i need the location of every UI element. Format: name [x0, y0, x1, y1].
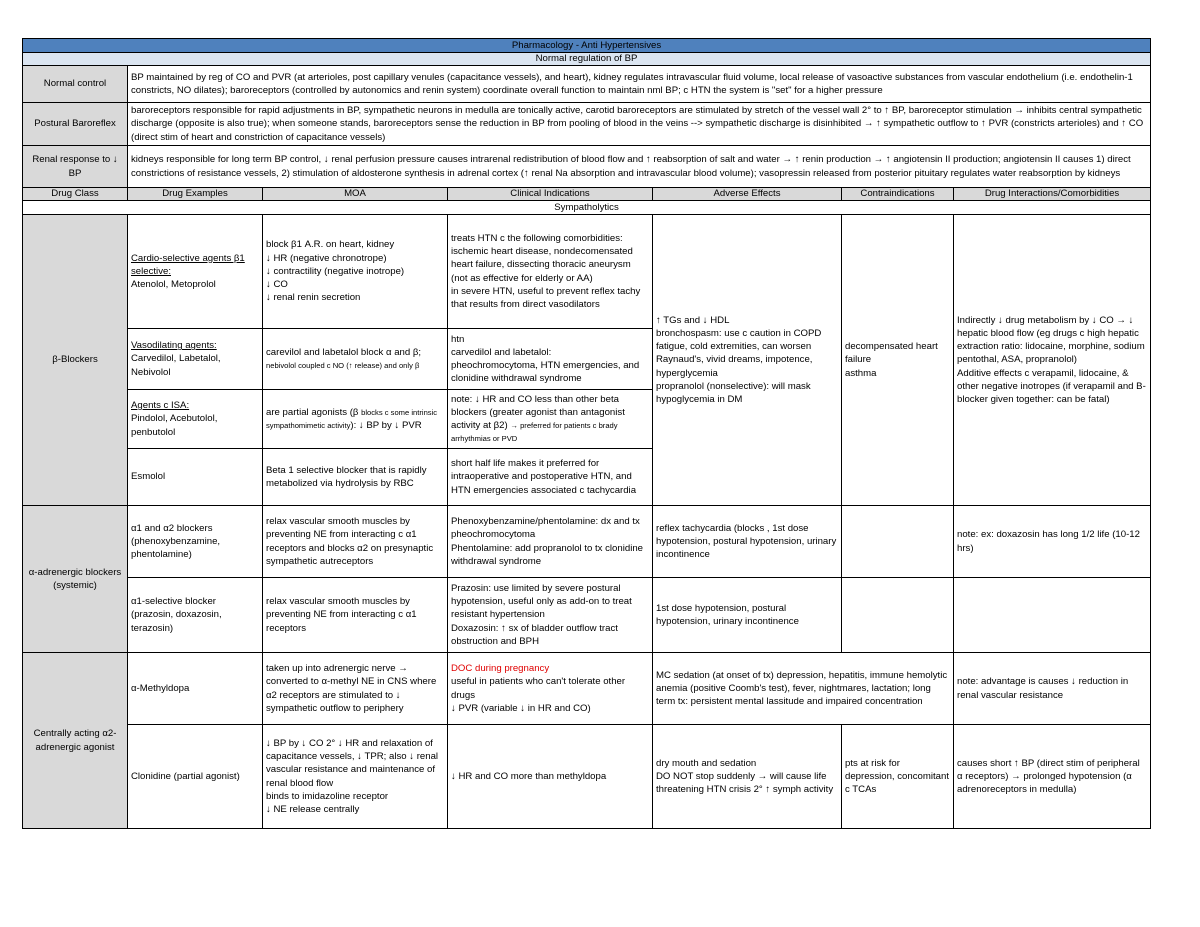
drug-examples-cell [128, 215, 263, 329]
moa-cell: block β1 A.R. on heart, kidney ↓ HR (negative chronotrope) ↓ contractility (negative inotrope) ↓ CO ↓ renal renin secretion [263, 215, 448, 329]
column-header-adverse-effects: Adverse Effects [653, 188, 842, 201]
indications-cell [448, 390, 653, 449]
column-header-drug-class: Drug Class [23, 188, 128, 201]
interactions-cell [954, 578, 1151, 653]
drug-examples-names: Esmolol [131, 471, 166, 483]
contraindications-cell: pts at risk for depression, concomitant c TCAs [842, 725, 954, 829]
normal-control-label: Normal control [23, 66, 128, 103]
column-header-contraindications: Contraindications [842, 188, 954, 201]
column-header-clinical-indications: Clinical Indications [448, 188, 653, 201]
postural-baroreflex-label: Postural Baroreflex [23, 103, 128, 146]
sheet-title: Pharmacology - Anti Hypertensives [23, 39, 1151, 53]
indications-highlight: DOC during pregnancy [451, 663, 550, 675]
drug-examples-cell: Clonidine (partial agonist) [128, 725, 263, 829]
drug-examples-cell [128, 390, 263, 449]
drug-examples-cell [128, 329, 263, 390]
indications-text: useful in patients who can't tolerate other drugs ↓ PVR (variable ↓ in HR and CO) [451, 676, 626, 714]
normal-control-text: BP maintained by reg of CO and PVR (at arterioles, post capillary venules (capacitance vessels), and heart), kidney regulates intravascular fluid volume, local release of vasoactive substances from vascular endothelium (i.e. endothelin-1 constricts, NO dilates); baroreceptors (controlled by autonomics and renin system) coordinate overall function to maintain nml BP; c HTN the system is "set" for a higher pressure [128, 66, 1151, 103]
moa-cell [263, 329, 448, 390]
beta-blockers-class: β-Blockers [23, 215, 128, 506]
column-header-drug-interactions: Drug Interactions/Comorbidities [954, 188, 1151, 201]
indications-note: → preferred for patients c brady arrhythmias or PVD [451, 421, 618, 444]
drug-examples-cell: α-Methyldopa [128, 653, 263, 725]
beta-drug-interactions: Indirectly ↓ drug metabolism by ↓ CO → ↓ hepatic blood flow (eg drugs c high hepatic extraction ratio: lidocaine, morphine, sodium pentothal, ASA, propranolol) Additive effects c verapamil, lidocaine, & other negative inotropes (if verapamil and B-blocker given together: can be fatal) [954, 215, 1151, 506]
contraindications-cell [842, 506, 954, 578]
column-header-moa: MOA [263, 188, 448, 201]
drug-examples-names: Carvedilol, Labetalol, Nebivolol [131, 353, 221, 378]
moa-cell: relax vascular smooth muscles by preventing NE from interacting c α1 receptors and blocks α2 on presynaptic sympathetic autreceptors [263, 506, 448, 578]
indications-cell: short half life makes it preferred for intraoperative and postoperative HTN, and HTN emergencies associated c tachycardia [448, 449, 653, 506]
drug-examples-heading: Agents c ISA: [131, 400, 190, 412]
interactions-cell: note: ex: doxazosin has long 1/2 life (10-12 hrs) [954, 506, 1151, 578]
renal-response-text: kidneys responsible for long term BP control, ↓ renal perfusion pressure causes intrarenal redistribution of blood flow and ↑ reabsorption of salt and water → ↑ renin production → ↑ angiotensin II production; angiotensin II causes 1) direct constrictions of resistance vessels, 2) stimulation of aldosterone synthesis in adrenal cortex (↑ renal Na absorption and intravascular blood volume); vasopressin released from posterior pituitary regulates water reabsorption by kidneys [128, 146, 1151, 188]
moa-cell: relax vascular smooth muscles by preventing NE from interacting c α1 receptors [263, 578, 448, 653]
drug-examples-names: Pindolol, Acebutolol, penbutolol [131, 413, 218, 438]
section-sympatholytics: Sympatholytics [23, 201, 1151, 215]
drug-examples-heading: Cardio-selective agents β1 selective: [131, 252, 245, 277]
indications-cell: Phenoxybenzamine/phentolamine: dx and tx pheochromocytoma Phentolamine: add propranolol to tx clonidine withdrawal syndrome [448, 506, 653, 578]
indications-cell: ↓ HR and CO more than methyldopa [448, 725, 653, 829]
moa-note: blocks c some intrinsic sympathomimetic activity [266, 407, 438, 430]
indications-cell: htn carvedilol and labetalol: pheochromocytoma, HTN emergencies, and clonidine withdrawal syndrome [448, 329, 653, 390]
adverse-effects-cell: MC sedation (at onset of tx) depression, hepatitis, immune hemolytic anemia (positive Coomb's test), fever, nightmares, lactation; long term tx: persistent mental lassitude and impaired concentration [653, 653, 954, 725]
moa-text: are partial agonists (β [266, 406, 359, 418]
indications-cell [448, 653, 653, 725]
moa-text: carevilol and labetalol block α and β; [266, 346, 422, 358]
beta-adverse-effects: ↑ TGs and ↓ HDL bronchospasm: use c caution in COPD fatigue, cold extremities, can worsen Raynaud's, vivid dreams, impotence, hyperglycemia propranolol (nonselective): will mask hypoglycemia in DM [653, 215, 842, 506]
interactions-cell: note: advantage is causes ↓ reduction in renal vascular resistance [954, 653, 1151, 725]
contraindications-cell [842, 578, 954, 653]
drug-examples-heading: Vasodilating agents: [131, 340, 217, 352]
moa-cell: ↓ BP by ↓ CO 2° ↓ HR and relaxation of capacitance vessels, ↓ TPR; also ↓ renal vascular resistance and maintenance of renal blood flow binds to imidazoline receptor ↓ NE release centrally [263, 725, 448, 829]
drug-examples-names: Atenolol, Metoprolol [131, 279, 216, 291]
central-agonists-class: Centrally acting α2-adrenergic agonist [23, 653, 128, 829]
drug-examples-cell [128, 449, 263, 506]
moa-cell: Beta 1 selective blocker that is rapidly metabolized via hydrolysis by RBC [263, 449, 448, 506]
postural-baroreflex-text: baroreceptors responsible for rapid adjustments in BP, sympathetic neurons in medulla are tonically active, carotid baroreceptors are stimulated by stretch of the vessel wall 2° to ↑ BP, baroreceptor stimulation → inhibits central sympathetic discharge (opposite is also true); when someone stands, baroreceptors sense the reduction in BP from pooling of blood in the veins --> sympathetic discharge is disinhibited → ↑ sympathetic outflow to ↑ PVR (constricts arterioles) and ↑ CO (direct stim of heart and constriction of capacitance vessels) [128, 103, 1151, 146]
moa-note: nebivolol coupled c NO (↑ release) and only β [266, 361, 420, 370]
renal-response-label: Renal response to ↓ BP [23, 146, 128, 188]
beta-contraindications: decompensated heart failure asthma [842, 215, 954, 506]
indications-cell: treats HTN c the following comorbidities: ischemic heart disease, nondecomensated heart failure, dissecting thoracic aneurysm (not as effective for elderly or AA) in severe HTN, useful to prevent reflex tachy that results from direct vasodilators [448, 215, 653, 329]
adverse-effects-cell: dry mouth and sedation DO NOT stop suddenly → will cause life threatening HTN crisis 2° ↑ symph activity [653, 725, 842, 829]
moa-cell: taken up into adrenergic nerve → converted to α-methyl NE in CNS where α2 receptors are stimulated to ↓ sympathetic outflow to periphery [263, 653, 448, 725]
interactions-cell: causes short ↑ BP (direct stim of peripheral α receptors) → prolonged hypotension (α adrenoreceptors in medulla) [954, 725, 1151, 829]
moa-cell [263, 390, 448, 449]
alpha-blockers-class: α-adrenergic blockers (systemic) [23, 506, 128, 653]
adverse-effects-cell: 1st dose hypotension, postural hypotension, urinary incontinence [653, 578, 842, 653]
column-header-drug-examples: Drug Examples [128, 188, 263, 201]
adverse-effects-cell: reflex tachycardia (blocks , 1st dose hypotension, postural hypotension, urinary incontinence [653, 506, 842, 578]
moa-tail: ): ↓ BP by ↓ PVR [350, 420, 422, 431]
indications-text: note: ↓ HR and CO less than other beta blockers (greater agonist than antagonist activity at β2) [451, 393, 625, 431]
antihypertensives-table [22, 38, 1151, 829]
drug-examples-cell: α1-selective blocker (prazosin, doxazosin, terazosin) [128, 578, 263, 653]
drug-examples-cell: α1 and α2 blockers (phenoxybenzamine, phentolamine) [128, 506, 263, 578]
sheet-subtitle: Normal regulation of BP [23, 53, 1151, 66]
indications-cell: Prazosin: use limited by severe postural hypotension, useful only as add-on to treat resistant hypertension Doxazosin: ↑ sx of bladder outflow tract obstruction and BPH [448, 578, 653, 653]
